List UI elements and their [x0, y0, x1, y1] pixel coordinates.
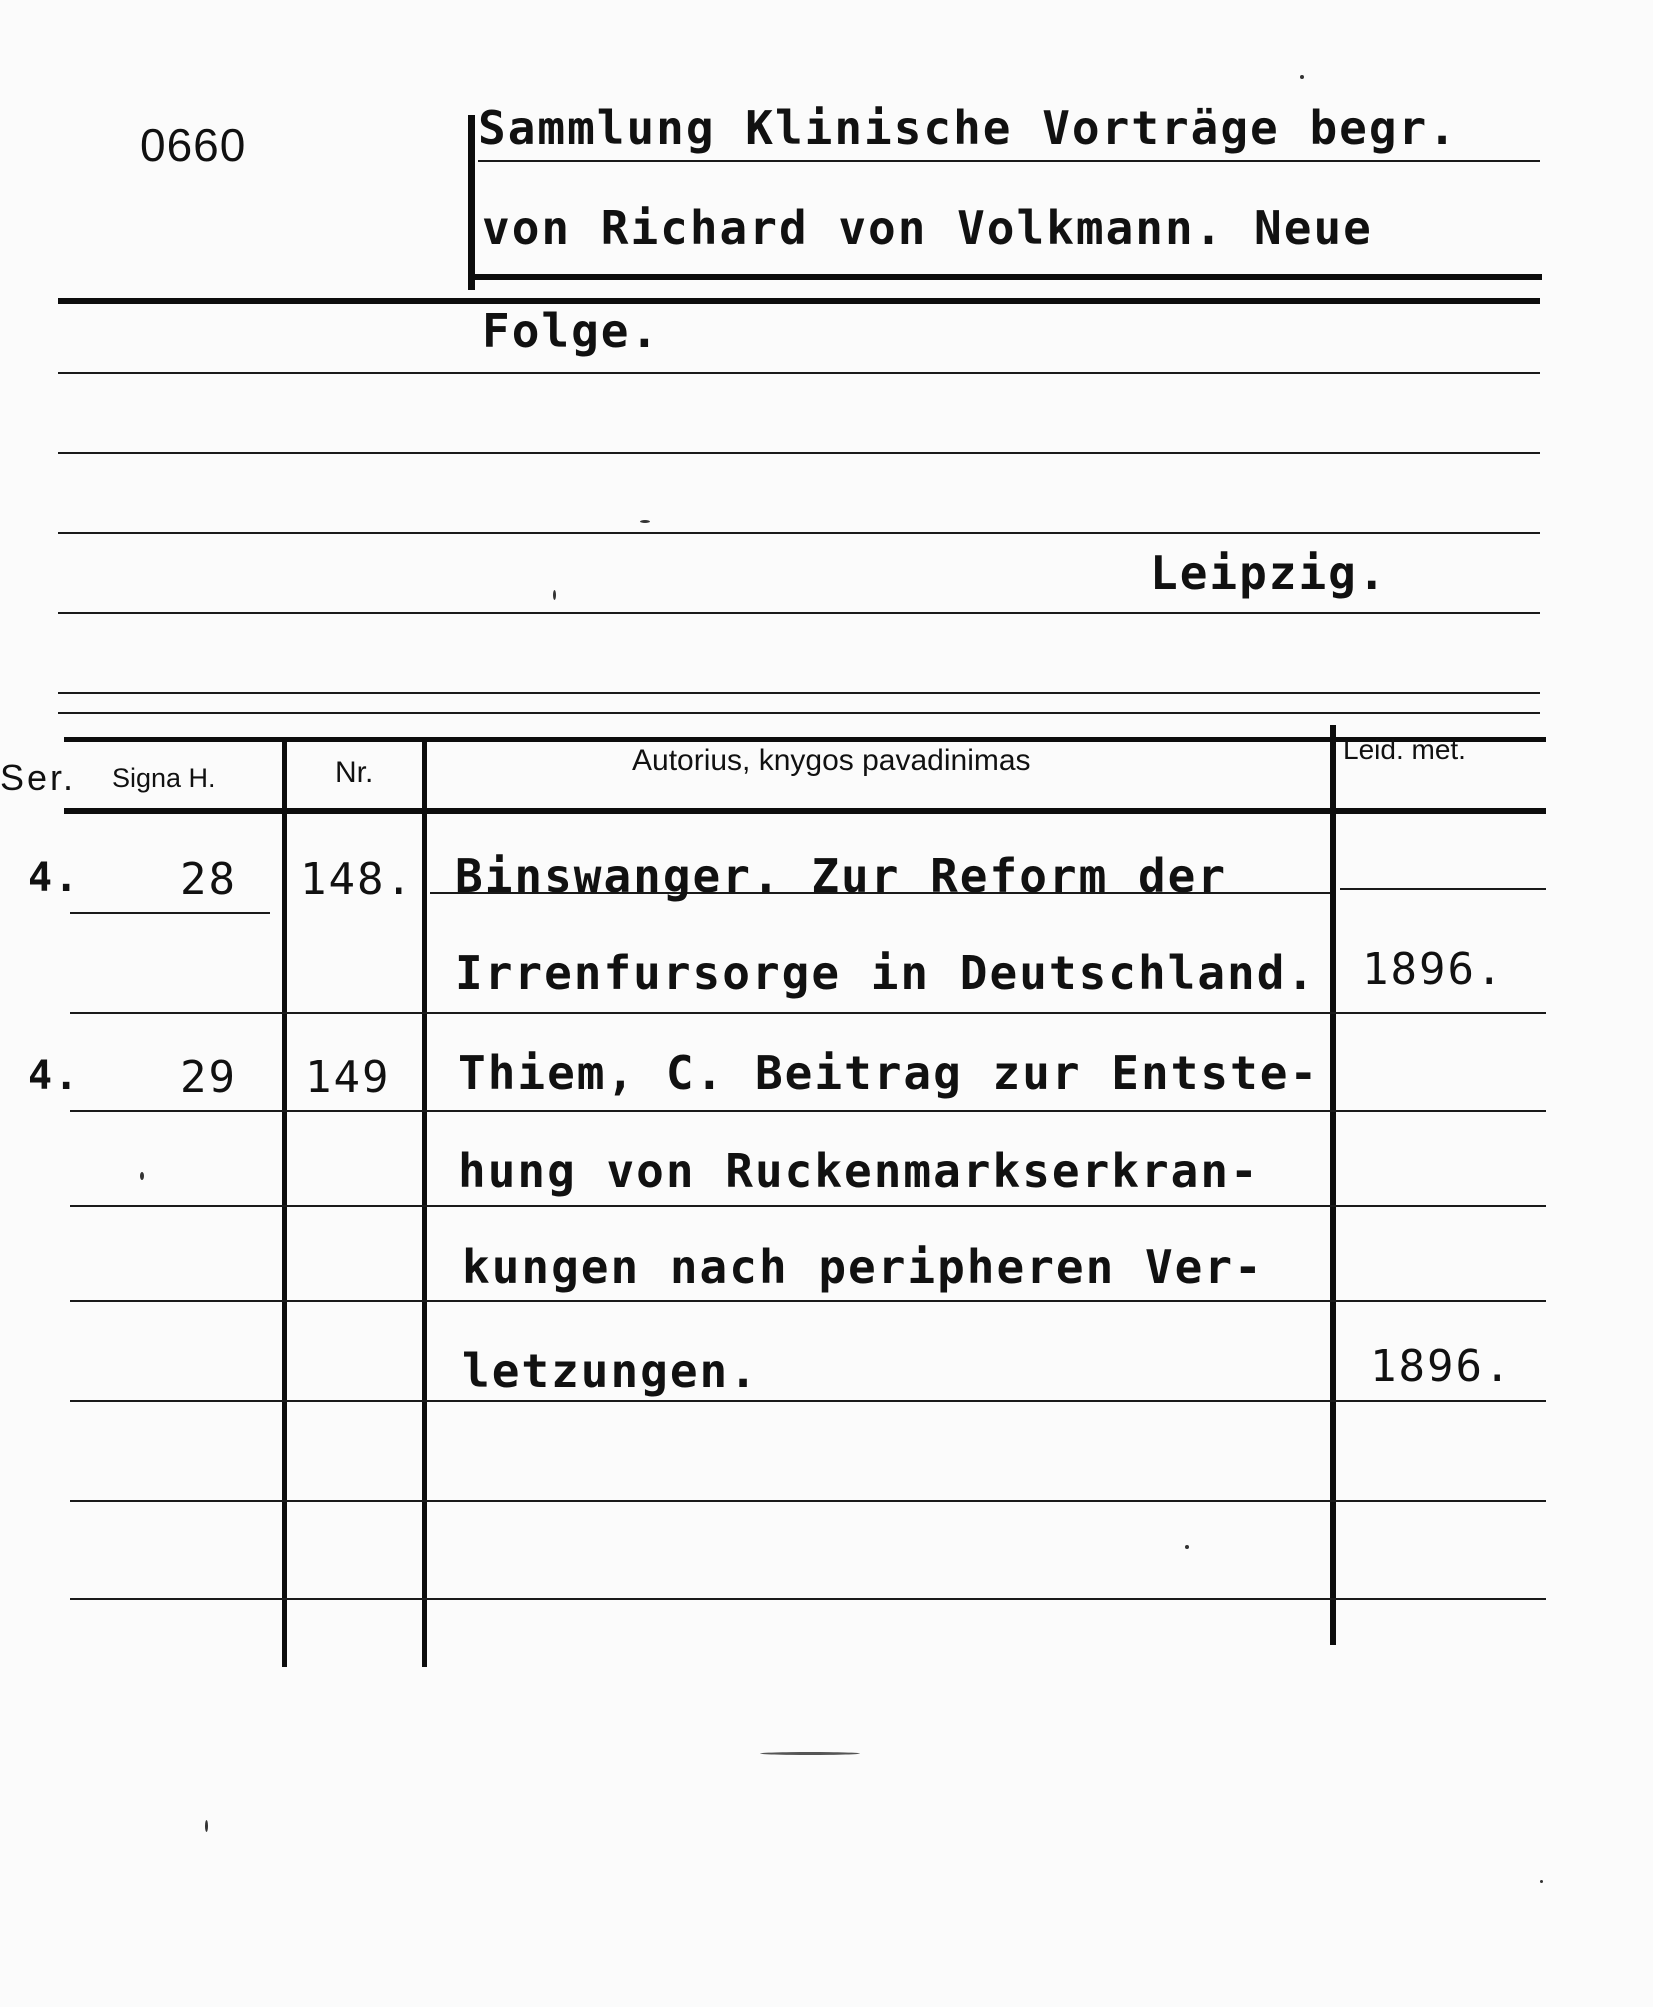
header-signat: Signa H. [112, 763, 216, 793]
rule [58, 532, 1540, 534]
header-line-1: Sammlung Klinische Vorträge begr. [478, 101, 1458, 155]
header-bracket [468, 115, 475, 290]
entry-2-signat: 29 [180, 1052, 237, 1103]
row-rule [70, 912, 270, 914]
entry-1-line-1: Binswanger. Zur Reform der [455, 849, 1228, 903]
rule [58, 452, 1540, 454]
entry-2-nr: 149 [305, 1052, 391, 1103]
rule [58, 692, 1540, 694]
header-year: Leid. met. [1343, 734, 1466, 765]
entry-2-line-1: Thiem, C. Beitrag zur Entste- [458, 1046, 1320, 1100]
entry-1-signat: 28 [180, 854, 237, 905]
rule [58, 372, 1540, 374]
scan-speck [640, 520, 650, 523]
column-divider [1330, 725, 1336, 1645]
scan-speck [1300, 75, 1304, 79]
row-rule [70, 1110, 1546, 1112]
entry-2-line-3: kungen nach peripheren Ver- [462, 1240, 1264, 1294]
row-rule [1340, 888, 1546, 890]
rule-thick [58, 298, 1540, 304]
rule [478, 160, 1540, 162]
header-title: Autorius, knygos pavadinimas [632, 744, 1031, 777]
entry-2-line-4: letzungen. [462, 1344, 759, 1398]
header-line-3: Folge. [482, 304, 661, 358]
scan-speck [1185, 1545, 1189, 1549]
scan-speck [205, 1820, 208, 1832]
rule [58, 612, 1540, 614]
entry-2-ser: 4. [28, 1053, 81, 1099]
rule-thick [470, 274, 1542, 280]
row-rule [70, 1012, 1546, 1014]
entry-1-year: 1896. [1362, 944, 1505, 995]
scan-speck [1540, 1880, 1543, 1883]
header-nr: Nr. [335, 756, 374, 789]
column-divider [282, 737, 287, 1667]
place-of-publication: Leipzig. [1150, 546, 1388, 600]
row-rule [70, 1400, 1546, 1402]
row-rule [70, 1598, 1546, 1600]
card-number: 0660 [140, 119, 247, 171]
header-line-2: von Richard von Volkmann. Neue [482, 201, 1373, 255]
entry-2-line-2: hung von Ruckenmarkserkran- [458, 1144, 1260, 1198]
entry-2-year: 1896. [1370, 1341, 1513, 1392]
row-rule [70, 1205, 1546, 1207]
scan-speck [760, 1752, 860, 1755]
scan-speck [140, 1172, 144, 1180]
header-ser: Ser. [0, 757, 77, 798]
row-rule [70, 1500, 1546, 1502]
row-rule [70, 1300, 1546, 1302]
rule [58, 712, 1540, 714]
entry-1-line-2: Irrenfursorge in Deutschland. [455, 946, 1317, 1000]
column-divider [422, 737, 427, 1667]
entry-1-ser: 4. [28, 855, 81, 901]
entry-1-nr: 148. [300, 854, 414, 905]
scan-speck [553, 590, 556, 600]
